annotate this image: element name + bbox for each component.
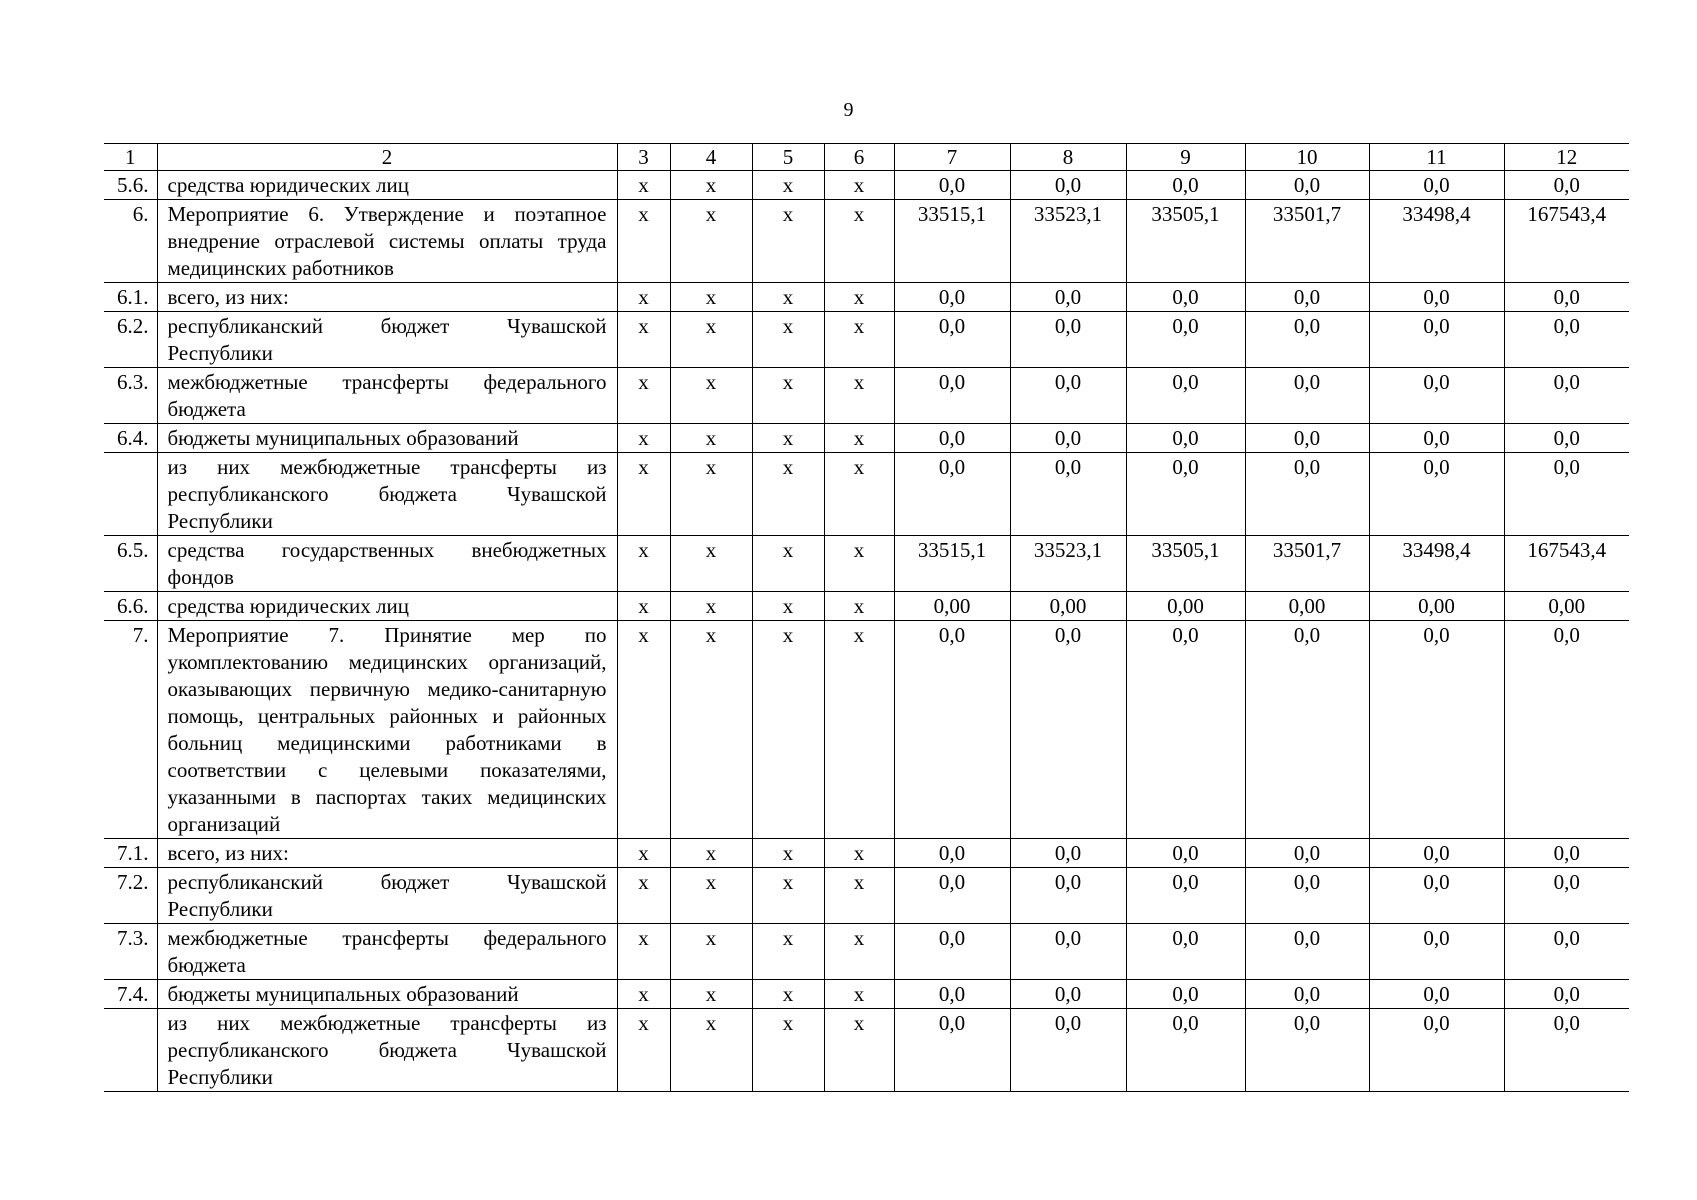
header-cell: 2 bbox=[157, 144, 617, 171]
value-cell: 0,0 bbox=[1010, 171, 1126, 200]
x-mark-cell: х bbox=[617, 200, 670, 283]
row-name-cell: средства юридических лиц bbox=[157, 171, 617, 200]
value-cell: 0,0 bbox=[1245, 368, 1369, 424]
value-cell: 0,0 bbox=[894, 980, 1010, 1009]
value-cell: 0,0 bbox=[1010, 621, 1126, 839]
row-name-cell: бюджеты муниципальных образований bbox=[157, 424, 617, 453]
value-cell: 0,0 bbox=[1504, 980, 1629, 1009]
table-row bbox=[104, 200, 1629, 283]
row-number-cell: 6. bbox=[104, 200, 157, 283]
table-row bbox=[104, 283, 1629, 312]
value-cell: 0,0 bbox=[894, 368, 1010, 424]
header-cell: 5 bbox=[752, 144, 824, 171]
row-number-cell: 6.1. bbox=[104, 283, 157, 312]
x-mark-cell: х bbox=[824, 1009, 894, 1092]
x-mark-cell: х bbox=[670, 368, 752, 424]
x-mark-cell: х bbox=[617, 592, 670, 621]
x-mark-cell: х bbox=[670, 424, 752, 453]
x-mark-cell: х bbox=[752, 980, 824, 1009]
value-cell: 0,0 bbox=[1369, 980, 1504, 1009]
header-cell: 3 bbox=[617, 144, 670, 171]
value-cell: 0,00 bbox=[1504, 592, 1629, 621]
value-cell: 0,0 bbox=[1245, 1009, 1369, 1092]
value-cell: 167543,4 bbox=[1504, 200, 1629, 283]
x-mark-cell: х bbox=[824, 621, 894, 839]
value-cell: 0,0 bbox=[1245, 868, 1369, 924]
value-cell: 0,00 bbox=[1010, 592, 1126, 621]
value-cell: 0,0 bbox=[1245, 924, 1369, 980]
x-mark-cell: х bbox=[752, 1009, 824, 1092]
row-name-cell: Мероприятие 6. Утверждение и поэтапное внедрение отраслевой системы оплаты труда медицинских работников bbox=[157, 200, 617, 283]
value-cell: 0,0 bbox=[1245, 621, 1369, 839]
value-cell: 33501,7 bbox=[1245, 536, 1369, 592]
value-cell: 0,0 bbox=[1010, 368, 1126, 424]
row-number-cell bbox=[104, 1009, 157, 1092]
x-mark-cell: х bbox=[670, 980, 752, 1009]
x-mark-cell: х bbox=[617, 424, 670, 453]
table-row bbox=[104, 868, 1629, 924]
value-cell: 0,0 bbox=[1369, 621, 1504, 839]
x-mark-cell: х bbox=[617, 283, 670, 312]
x-mark-cell: х bbox=[752, 424, 824, 453]
value-cell: 0,0 bbox=[1126, 839, 1245, 868]
row-number-cell: 6.6. bbox=[104, 592, 157, 621]
row-name-cell: всего, из них: bbox=[157, 839, 617, 868]
table-row bbox=[104, 592, 1629, 621]
value-cell: 0,0 bbox=[1010, 980, 1126, 1009]
table-row bbox=[104, 312, 1629, 368]
header-cell: 1 bbox=[104, 144, 157, 171]
budget-table bbox=[104, 143, 1629, 1092]
value-cell: 0,0 bbox=[1010, 868, 1126, 924]
value-cell: 0,0 bbox=[1369, 839, 1504, 868]
value-cell: 0,0 bbox=[894, 453, 1010, 536]
value-cell: 0,0 bbox=[894, 312, 1010, 368]
value-cell: 0,0 bbox=[1504, 171, 1629, 200]
value-cell: 0,0 bbox=[1369, 453, 1504, 536]
row-name-cell: республиканский бюджет Чувашской Республики bbox=[157, 312, 617, 368]
row-number-cell: 6.5. bbox=[104, 536, 157, 592]
value-cell: 0,0 bbox=[1245, 171, 1369, 200]
value-cell: 33498,4 bbox=[1369, 200, 1504, 283]
value-cell: 33498,4 bbox=[1369, 536, 1504, 592]
value-cell: 0,0 bbox=[1369, 171, 1504, 200]
row-name-cell: межбюджетные трансферты федерального бюджета bbox=[157, 924, 617, 980]
x-mark-cell: х bbox=[670, 924, 752, 980]
x-mark-cell: х bbox=[752, 621, 824, 839]
x-mark-cell: х bbox=[617, 312, 670, 368]
value-cell: 0,0 bbox=[1245, 453, 1369, 536]
row-name-cell: из них межбюджетные трансферты из республиканского бюджета Чувашской Республики bbox=[157, 453, 617, 536]
x-mark-cell: х bbox=[670, 839, 752, 868]
x-mark-cell: х bbox=[752, 368, 824, 424]
x-mark-cell: х bbox=[617, 980, 670, 1009]
table-row bbox=[104, 424, 1629, 453]
value-cell: 0,0 bbox=[1010, 839, 1126, 868]
value-cell: 0,0 bbox=[1126, 924, 1245, 980]
x-mark-cell: х bbox=[824, 424, 894, 453]
value-cell: 0,0 bbox=[1369, 924, 1504, 980]
row-name-cell: республиканский бюджет Чувашской Республики bbox=[157, 868, 617, 924]
header-cell: 6 bbox=[824, 144, 894, 171]
table-row bbox=[104, 1009, 1629, 1092]
x-mark-cell: х bbox=[752, 171, 824, 200]
x-mark-cell: х bbox=[752, 592, 824, 621]
row-name-cell: всего, из них: bbox=[157, 283, 617, 312]
x-mark-cell: х bbox=[670, 171, 752, 200]
x-mark-cell: х bbox=[824, 924, 894, 980]
table-row bbox=[104, 368, 1629, 424]
value-cell: 0,00 bbox=[1245, 592, 1369, 621]
value-cell: 33515,1 bbox=[894, 200, 1010, 283]
row-number-cell: 7. bbox=[104, 621, 157, 839]
value-cell: 33515,1 bbox=[894, 536, 1010, 592]
value-cell: 0,0 bbox=[894, 171, 1010, 200]
x-mark-cell: х bbox=[617, 621, 670, 839]
x-mark-cell: х bbox=[824, 312, 894, 368]
value-cell: 0,0 bbox=[1126, 312, 1245, 368]
value-cell: 0,0 bbox=[1010, 453, 1126, 536]
row-number-cell bbox=[104, 453, 157, 536]
x-mark-cell: х bbox=[752, 924, 824, 980]
table-row bbox=[104, 839, 1629, 868]
row-number-cell: 7.4. bbox=[104, 980, 157, 1009]
header-cell: 4 bbox=[670, 144, 752, 171]
value-cell: 0,0 bbox=[1369, 868, 1504, 924]
x-mark-cell: х bbox=[670, 453, 752, 536]
header-cell: 10 bbox=[1245, 144, 1369, 171]
value-cell: 0,0 bbox=[894, 924, 1010, 980]
value-cell: 0,0 bbox=[894, 621, 1010, 839]
x-mark-cell: х bbox=[824, 868, 894, 924]
x-mark-cell: х bbox=[752, 868, 824, 924]
x-mark-cell: х bbox=[670, 1009, 752, 1092]
value-cell: 0,0 bbox=[1504, 453, 1629, 536]
value-cell: 0,0 bbox=[1245, 839, 1369, 868]
value-cell: 0,0 bbox=[1504, 868, 1629, 924]
x-mark-cell: х bbox=[824, 453, 894, 536]
value-cell: 33501,7 bbox=[1245, 200, 1369, 283]
x-mark-cell: х bbox=[617, 1009, 670, 1092]
row-name-cell: бюджеты муниципальных образований bbox=[157, 980, 617, 1009]
value-cell: 0,00 bbox=[894, 592, 1010, 621]
value-cell: 0,0 bbox=[894, 868, 1010, 924]
x-mark-cell: х bbox=[752, 283, 824, 312]
page-number: 9 bbox=[843, 99, 854, 121]
table-body bbox=[104, 144, 1629, 1092]
value-cell: 33523,1 bbox=[1010, 200, 1126, 283]
x-mark-cell: х bbox=[670, 536, 752, 592]
value-cell: 0,0 bbox=[1126, 283, 1245, 312]
row-number-cell: 7.1. bbox=[104, 839, 157, 868]
x-mark-cell: х bbox=[670, 868, 752, 924]
value-cell: 0,0 bbox=[1245, 980, 1369, 1009]
value-cell: 0,0 bbox=[1126, 424, 1245, 453]
header-cell: 7 bbox=[894, 144, 1010, 171]
x-mark-cell: х bbox=[824, 980, 894, 1009]
row-number-cell: 6.2. bbox=[104, 312, 157, 368]
value-cell: 0,0 bbox=[1126, 621, 1245, 839]
row-name-cell: межбюджетные трансферты федерального бюджета bbox=[157, 368, 617, 424]
row-name-cell: Мероприятие 7. Принятие мер по укомплектованию медицинских организаций, оказывающих первичную медико-санитарную помощь, центральных районных и районных больниц медицинскими работниками в соответствии с целевыми показателями, указанными в паспортах таких медицинских организаций bbox=[157, 621, 617, 839]
value-cell: 0,0 bbox=[1504, 1009, 1629, 1092]
value-cell: 0,0 bbox=[1245, 424, 1369, 453]
value-cell: 33505,1 bbox=[1126, 536, 1245, 592]
x-mark-cell: х bbox=[617, 368, 670, 424]
x-mark-cell: х bbox=[752, 536, 824, 592]
x-mark-cell: х bbox=[824, 283, 894, 312]
x-mark-cell: х bbox=[824, 368, 894, 424]
value-cell: 167543,4 bbox=[1504, 536, 1629, 592]
x-mark-cell: х bbox=[617, 171, 670, 200]
value-cell: 0,0 bbox=[1504, 839, 1629, 868]
table-row bbox=[104, 171, 1629, 200]
x-mark-cell: х bbox=[670, 312, 752, 368]
value-cell: 0,0 bbox=[1504, 621, 1629, 839]
x-mark-cell: х bbox=[617, 924, 670, 980]
value-cell: 0,0 bbox=[894, 424, 1010, 453]
value-cell: 0,0 bbox=[894, 1009, 1010, 1092]
x-mark-cell: х bbox=[824, 536, 894, 592]
table-header-row bbox=[104, 144, 1629, 171]
row-name-cell: средства государственных внебюджетных фондов bbox=[157, 536, 617, 592]
header-cell: 11 bbox=[1369, 144, 1504, 171]
row-number-cell: 7.3. bbox=[104, 924, 157, 980]
value-cell: 33505,1 bbox=[1126, 200, 1245, 283]
row-name-cell: из них межбюджетные трансферты из республиканского бюджета Чувашской Республики bbox=[157, 1009, 617, 1092]
row-number-cell: 7.2. bbox=[104, 868, 157, 924]
value-cell: 0,0 bbox=[1504, 283, 1629, 312]
value-cell: 33523,1 bbox=[1010, 536, 1126, 592]
value-cell: 0,0 bbox=[1010, 924, 1126, 980]
table-row bbox=[104, 980, 1629, 1009]
value-cell: 0,0 bbox=[1245, 283, 1369, 312]
x-mark-cell: х bbox=[824, 171, 894, 200]
x-mark-cell: х bbox=[824, 592, 894, 621]
value-cell: 0,0 bbox=[1504, 312, 1629, 368]
table-row bbox=[104, 536, 1629, 592]
value-cell: 0,0 bbox=[1126, 453, 1245, 536]
value-cell: 0,0 bbox=[1369, 424, 1504, 453]
value-cell: 0,0 bbox=[1126, 368, 1245, 424]
table-row bbox=[104, 924, 1629, 980]
row-number-cell: 6.4. bbox=[104, 424, 157, 453]
x-mark-cell: х bbox=[824, 839, 894, 868]
x-mark-cell: х bbox=[670, 200, 752, 283]
value-cell: 0,0 bbox=[1369, 312, 1504, 368]
value-cell: 0,0 bbox=[1010, 312, 1126, 368]
x-mark-cell: х bbox=[670, 592, 752, 621]
x-mark-cell: х bbox=[617, 868, 670, 924]
row-name-cell: средства юридических лиц bbox=[157, 592, 617, 621]
value-cell: 0,0 bbox=[1504, 424, 1629, 453]
value-cell: 0,0 bbox=[1504, 368, 1629, 424]
x-mark-cell: х bbox=[752, 839, 824, 868]
value-cell: 0,0 bbox=[1010, 283, 1126, 312]
row-number-cell: 5.6. bbox=[104, 171, 157, 200]
x-mark-cell: х bbox=[617, 839, 670, 868]
value-cell: 0,0 bbox=[1369, 368, 1504, 424]
x-mark-cell: х bbox=[752, 453, 824, 536]
value-cell: 0,0 bbox=[1126, 171, 1245, 200]
x-mark-cell: х bbox=[670, 283, 752, 312]
x-mark-cell: х bbox=[617, 536, 670, 592]
x-mark-cell: х bbox=[752, 200, 824, 283]
value-cell: 0,0 bbox=[1504, 924, 1629, 980]
value-cell: 0,0 bbox=[894, 283, 1010, 312]
row-number-cell: 6.3. bbox=[104, 368, 157, 424]
x-mark-cell: х bbox=[617, 453, 670, 536]
value-cell: 0,00 bbox=[1126, 592, 1245, 621]
value-cell: 0,0 bbox=[1126, 868, 1245, 924]
header-cell: 12 bbox=[1504, 144, 1629, 171]
x-mark-cell: х bbox=[752, 312, 824, 368]
value-cell: 0,0 bbox=[1010, 424, 1126, 453]
header-cell: 9 bbox=[1126, 144, 1245, 171]
value-cell: 0,0 bbox=[1369, 1009, 1504, 1092]
x-mark-cell: х bbox=[670, 621, 752, 839]
value-cell: 0,0 bbox=[1126, 1009, 1245, 1092]
x-mark-cell: х bbox=[824, 200, 894, 283]
table-row bbox=[104, 453, 1629, 536]
value-cell: 0,0 bbox=[894, 839, 1010, 868]
value-cell: 0,00 bbox=[1369, 592, 1504, 621]
value-cell: 0,0 bbox=[1126, 980, 1245, 1009]
value-cell: 0,0 bbox=[1369, 283, 1504, 312]
value-cell: 0,0 bbox=[1245, 312, 1369, 368]
value-cell: 0,0 bbox=[1010, 1009, 1126, 1092]
header-cell: 8 bbox=[1010, 144, 1126, 171]
table-row bbox=[104, 621, 1629, 839]
